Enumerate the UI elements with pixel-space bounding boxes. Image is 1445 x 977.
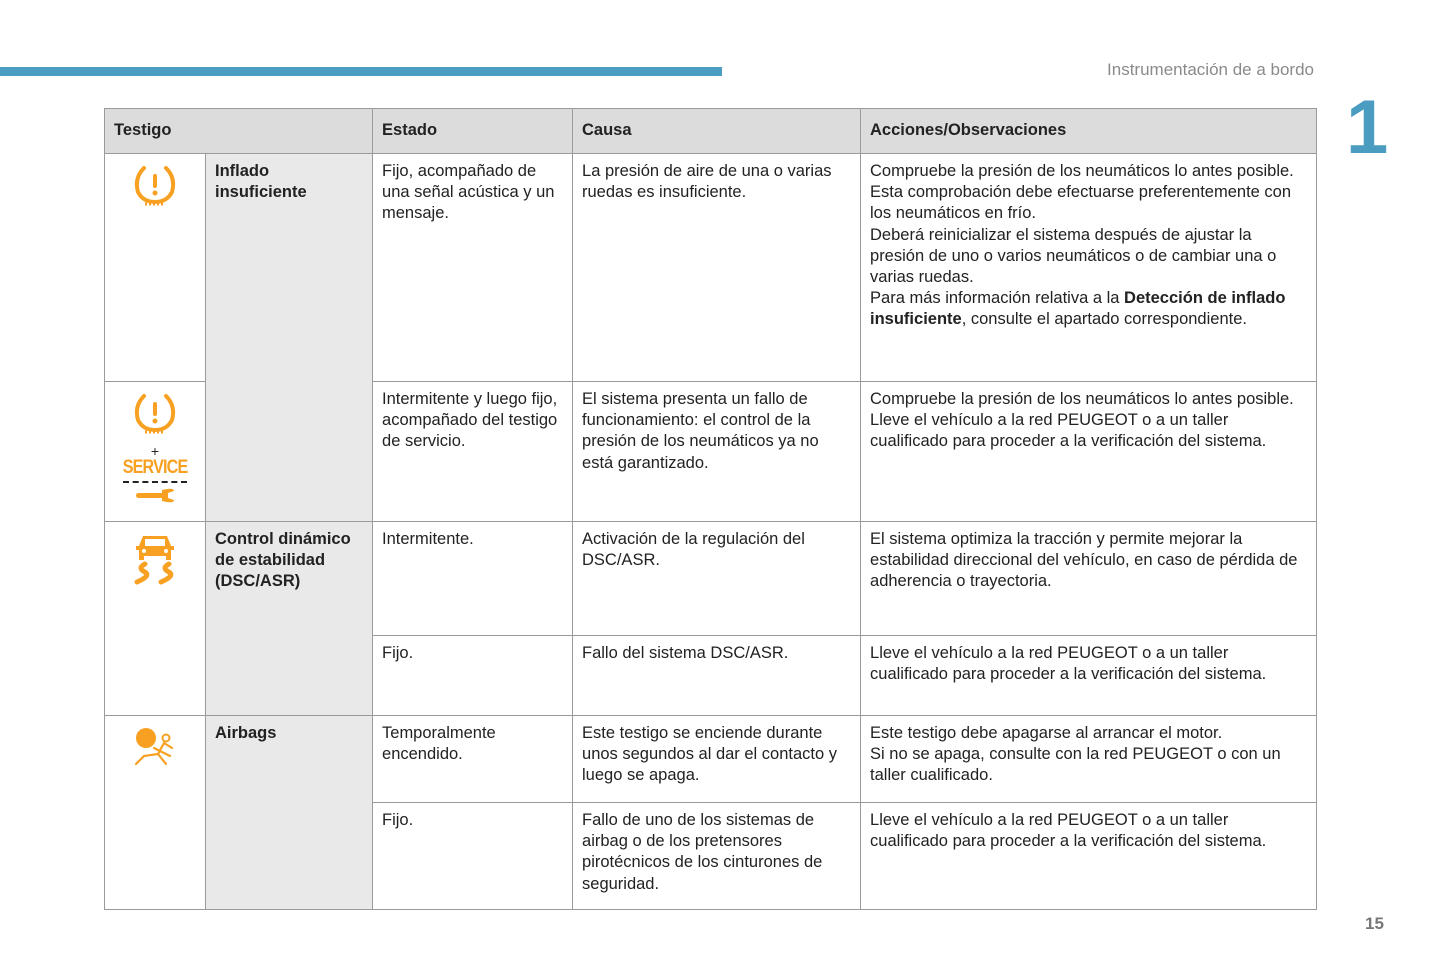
plus-sign: +	[150, 443, 160, 460]
column-header: Acciones/Observaciones	[861, 109, 1317, 154]
acciones-cell: Lleve el vehículo a la red PEUGEOT o a un taller cualificado para proceder a la verificación del sistema.	[861, 803, 1317, 910]
warning-name: Control dinámico de estabilidad (DSC/ASR)	[206, 522, 373, 716]
acciones-line: Lleve el vehículo a la red PEUGEOT o a un taller cualificado para proceder a la verificación del sistema.	[870, 411, 1267, 451]
tire-pressure-warning-icon	[132, 424, 178, 442]
estado-cell: Intermitente y luego fijo, acompañado del testigo de servicio.	[373, 382, 573, 522]
header-accent-bar	[0, 67, 722, 76]
tire-pressure-warning-icon	[132, 196, 178, 214]
estado-cell: Temporalmente encendido.	[373, 716, 573, 803]
warning-name: Airbags	[206, 716, 373, 910]
acciones-cell	[861, 716, 1317, 803]
stability-control-icon	[131, 572, 179, 590]
causa-cell: Fallo del sistema DSC/ASR.	[573, 636, 861, 716]
acciones-line: Compruebe la presión de los neumáticos lo antes posible.	[870, 162, 1294, 180]
estado-cell: Fijo, acompañado de una señal acústica y un mensaje.	[373, 154, 573, 382]
warning-lights-table	[104, 108, 1317, 910]
causa-cell: El sistema presenta un fallo de funcionamiento: el control de la presión de los neumáticos ya no está garantizado.	[573, 382, 861, 522]
wrench-icon	[134, 489, 176, 507]
acciones-line: Si no se apaga, consulte con la red PEUGEOT o con un taller cualificado.	[870, 745, 1281, 785]
acciones-cell: El sistema optimiza la tracción y permite mejorar la estabilidad direccional del vehículo, en caso de pérdida de adherencia o trayectoria.	[861, 522, 1317, 636]
acciones-cell	[861, 382, 1317, 522]
table-row	[105, 522, 1317, 636]
estado-cell: Intermitente.	[373, 522, 573, 636]
column-header: Estado	[373, 109, 573, 154]
acciones-cell: Lleve el vehículo a la red PEUGEOT o a un taller cualificado para proceder a la verificación del sistema.	[861, 636, 1317, 716]
causa-cell: Fallo de uno de los sistemas de airbag o de los pretensores pirotécnicos de los cinturones de seguridad.	[573, 803, 861, 910]
acciones-line: Deberá reinicializar el sistema después de ajustar la presión de uno o varios neumáticos o de cambiar una o varias ruedas.	[870, 225, 1277, 287]
acciones-line: Esta comprobación debe efectuarse preferentemente con los neumáticos en frío.	[870, 183, 1292, 223]
service-icon-label: SERVICE	[122, 457, 188, 479]
chapter-number: 1	[1346, 85, 1389, 170]
text: Para más información relativa a la	[870, 289, 1125, 308]
acciones-line: Compruebe la presión de los neumáticos lo antes posible.	[870, 390, 1294, 408]
table-header-row	[105, 109, 1317, 154]
acciones-line: Este testigo debe apagarse al arrancar el motor.	[870, 724, 1223, 742]
estado-cell: Fijo.	[373, 803, 573, 910]
column-header: Causa	[573, 109, 861, 154]
estado-cell: Fijo.	[373, 636, 573, 716]
table-row	[105, 154, 1317, 382]
section-title: Instrumentación de a bordo	[1107, 60, 1314, 79]
acciones-cell	[861, 154, 1317, 382]
warning-name: Inflado insuficiente	[206, 154, 373, 522]
text: , consulte el apartado correspondiente.	[961, 310, 1247, 329]
acciones-line	[870, 288, 1307, 330]
causa-cell: Este testigo se enciende durante unos segundos al dar el contacto y luego se apaga.	[573, 716, 861, 803]
causa-cell: Activación de la regulación del DSC/ASR.	[573, 522, 861, 636]
bold-reference: Detección de inflado insuficiente	[870, 289, 1286, 329]
table-row	[105, 716, 1317, 803]
page-number: 15	[1365, 914, 1384, 933]
dashed-line	[123, 481, 187, 483]
causa-cell: La presión de aire de una o varias ruedas es insuficiente.	[573, 154, 861, 382]
airbag-icon	[132, 754, 178, 772]
column-header: Testigo	[105, 109, 373, 154]
